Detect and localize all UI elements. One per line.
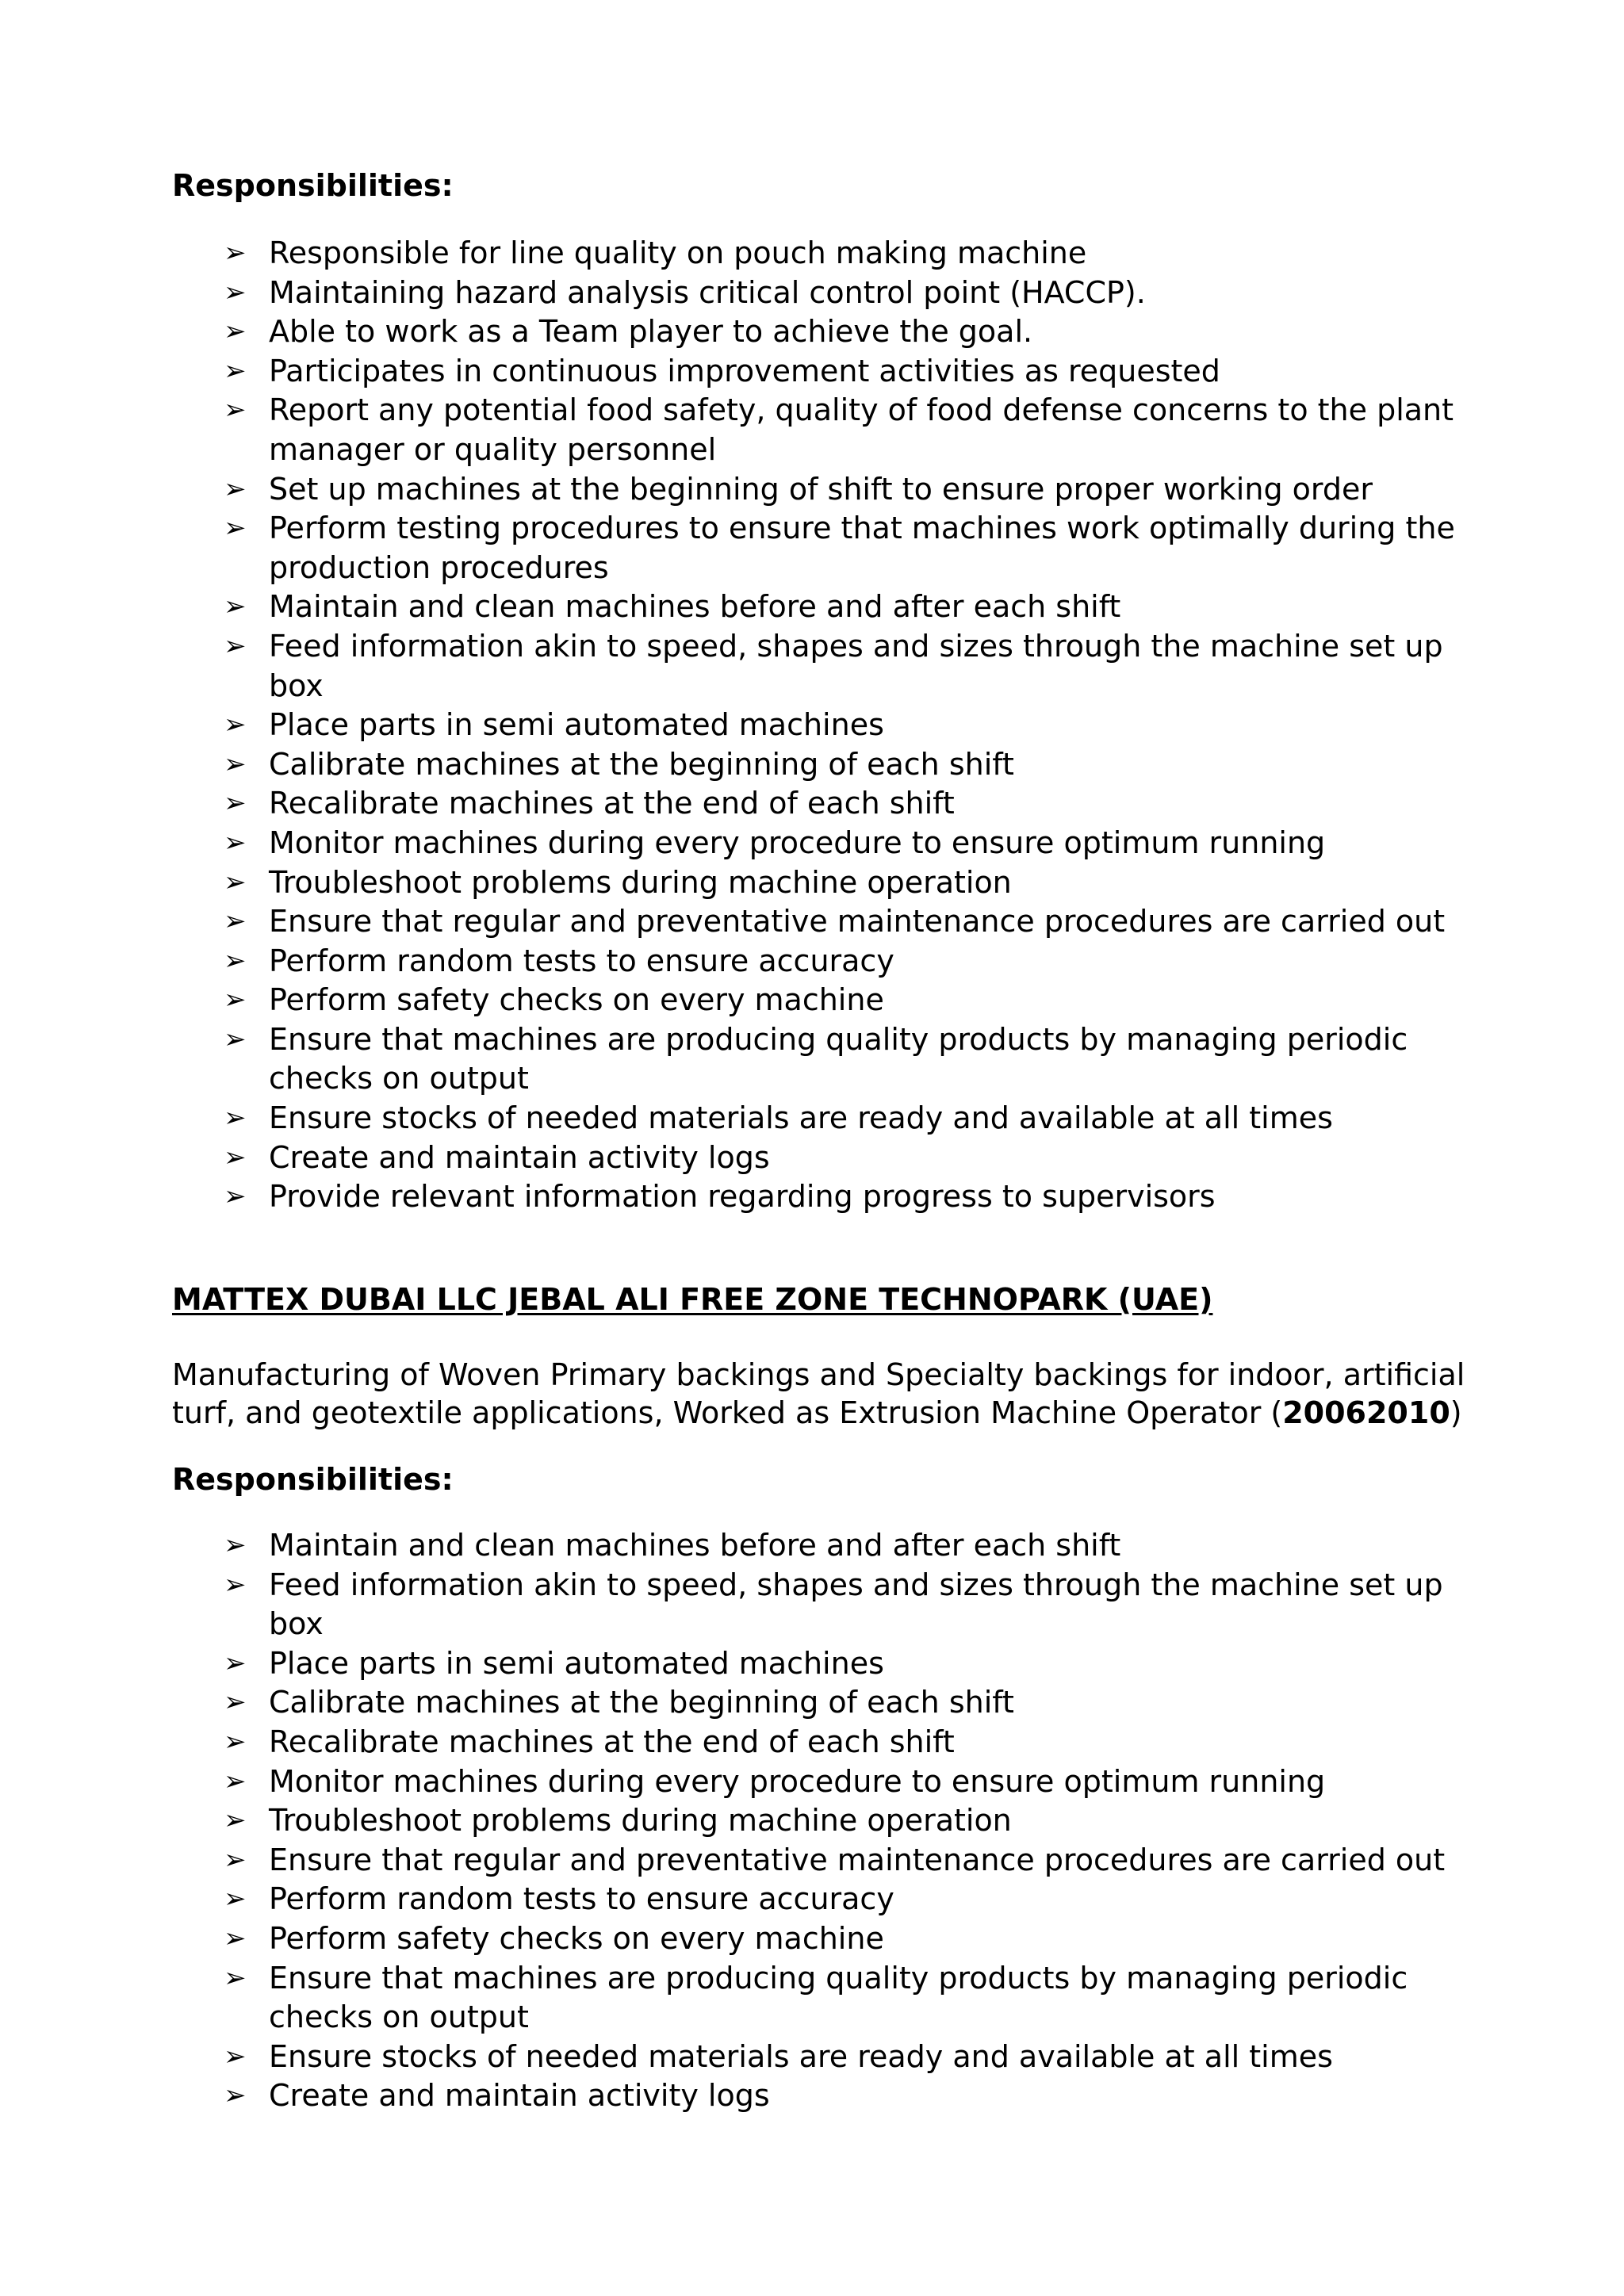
list-item (0, 1177, 1474, 1217)
arrow-bullet-icon: ➢ (224, 709, 247, 741)
list-item (0, 1020, 1474, 1099)
arrow-bullet-icon: ➢ (224, 237, 247, 269)
list-item-text: Perform safety checks on every machine (269, 1920, 884, 1956)
list-item (0, 1841, 1474, 1881)
arrow-bullet-icon: ➢ (224, 1843, 247, 1876)
list-item (0, 824, 1474, 863)
list-item (0, 1099, 1474, 1138)
list-item (0, 2038, 1474, 2077)
arrow-bullet-icon: ➢ (224, 1883, 247, 1915)
list-item (0, 352, 1474, 392)
list-item (0, 470, 1474, 510)
arrow-bullet-icon: ➢ (224, 1102, 247, 1135)
list-item-text: Monitor machines during every procedure to ensure optimum running (269, 1763, 1326, 1799)
list-item (0, 784, 1474, 824)
list-item-text: Feed information akin to speed, shapes and sizes through the machine set up box (269, 628, 1443, 703)
list-item-text: Maintain and clean machines before and after each shift (269, 1528, 1121, 1563)
responsibilities-heading-1: Responsibilities: (172, 168, 454, 203)
arrow-bullet-icon: ➢ (224, 866, 247, 898)
list-item (0, 312, 1474, 352)
list-item-text: Recalibrate machines at the end of each shift (269, 786, 955, 821)
list-item-text: Create and maintain activity logs (269, 2078, 770, 2114)
list-item-text: Report any potential food safety, quality of food defense concerns to the plant manager or quality personnel (269, 392, 1454, 467)
list-item (0, 1138, 1474, 1178)
arrow-bullet-icon: ➢ (224, 1568, 247, 1601)
company-description (172, 1356, 1473, 1432)
list-item-text: Place parts in semi automated machines (269, 1645, 884, 1681)
responsibilities-list-1 (0, 234, 1474, 1217)
arrow-bullet-icon: ➢ (224, 1922, 247, 1954)
list-item (0, 587, 1474, 627)
list-item (0, 509, 1474, 587)
list-item (0, 1880, 1474, 1919)
list-item-text: Calibrate machines at the beginning of each shift (269, 1685, 1014, 1720)
list-item (0, 1566, 1474, 1644)
responsibilities-heading-2: Responsibilities: (172, 1462, 454, 1497)
arrow-bullet-icon: ➢ (224, 512, 247, 545)
list-item-text: Perform testing procedures to ensure that machines work optimally during the production procedures (269, 511, 1455, 585)
company-heading: MATTEX DUBAI LLC JEBAL ALI FREE ZONE TECHNOPARK (UAE) (172, 1282, 1213, 1317)
arrow-bullet-icon: ➢ (224, 984, 247, 1016)
list-item-text: Feed information akin to speed, shapes and sizes through the machine set up box (269, 1567, 1443, 1642)
company-description-line-2 (172, 1394, 1473, 1432)
arrow-bullet-icon: ➢ (224, 905, 247, 938)
list-item-text: Perform random tests to ensure accuracy (269, 1881, 894, 1917)
list-item (0, 1644, 1474, 1684)
arrow-bullet-icon: ➢ (224, 276, 247, 308)
list-item-text: Maintaining hazard analysis critical control point (HACCP). (269, 274, 1146, 310)
list-item (0, 1683, 1474, 1723)
list-item-text: Ensure that machines are producing quality products by managing periodic checks on output (269, 1960, 1408, 2035)
arrow-bullet-icon: ➢ (224, 354, 247, 387)
list-item-text: Recalibrate machines at the end of each shift (269, 1724, 955, 1759)
arrow-bullet-icon: ➢ (224, 1686, 247, 1719)
arrow-bullet-icon: ➢ (224, 1529, 247, 1561)
arrow-bullet-icon: ➢ (224, 1141, 247, 1173)
list-item-text: Place parts in semi automated machines (269, 707, 884, 743)
arrow-bullet-icon: ➢ (224, 1181, 247, 1213)
arrow-bullet-icon: ➢ (224, 1961, 247, 1994)
list-item (0, 942, 1474, 982)
list-item (0, 981, 1474, 1020)
list-item-text: Maintain and clean machines before and after each shift (269, 589, 1121, 625)
list-item (0, 2076, 1474, 2116)
arrow-bullet-icon: ➢ (224, 1765, 247, 1797)
company-description-line-1: Manufacturing of Woven Primary backings and Specialty backings for indoor, artificial (172, 1357, 1465, 1392)
list-item-text: Ensure that machines are producing quality products by managing periodic checks on output (269, 1021, 1408, 1096)
list-item (0, 627, 1474, 706)
list-item (0, 706, 1474, 745)
arrow-bullet-icon: ➢ (224, 394, 247, 427)
arrow-bullet-icon: ➢ (224, 316, 247, 348)
list-item-text: Ensure that regular and preventative maintenance procedures are carried out (269, 1842, 1446, 1877)
arrow-bullet-icon: ➢ (224, 591, 247, 623)
list-item (0, 1762, 1474, 1802)
list-item (0, 1959, 1474, 2038)
list-item (0, 902, 1474, 942)
list-item (0, 745, 1474, 785)
list-item-text: Provide relevant information regarding progress to supervisors (269, 1179, 1216, 1215)
list-item-text: Create and maintain activity logs (269, 1139, 770, 1175)
arrow-bullet-icon: ➢ (224, 1725, 247, 1758)
arrow-bullet-icon: ➢ (224, 748, 247, 780)
responsibilities-list-2 (0, 1526, 1474, 2116)
list-item-text: Ensure stocks of needed materials are ready and available at all times (269, 1100, 1333, 1136)
list-item (0, 1526, 1474, 1566)
list-item-text: Participates in continuous improvement activities as requested (269, 353, 1220, 388)
list-item-text: Responsible for line quality on pouch making machine (269, 235, 1087, 270)
list-item (0, 1919, 1474, 1959)
list-item-text: Set up machines at the beginning of shift to ensure proper working order (269, 471, 1373, 507)
list-item-text: Monitor machines during every procedure to ensure optimum running (269, 825, 1326, 860)
arrow-bullet-icon: ➢ (224, 787, 247, 820)
list-item-text: Ensure stocks of needed materials are ready and available at all times (269, 2038, 1333, 2074)
arrow-bullet-icon: ➢ (224, 2080, 247, 2112)
list-item-text: Ensure that regular and preventative maintenance procedures are carried out (269, 904, 1446, 939)
arrow-bullet-icon: ➢ (224, 1647, 247, 1679)
list-item (0, 863, 1474, 903)
employment-years: 20062010 (1282, 1395, 1450, 1430)
list-item (0, 274, 1474, 313)
list-item-text: Calibrate machines at the beginning of each shift (269, 746, 1014, 782)
list-item-text: Able to work as a Team player to achieve the goal. (269, 314, 1033, 350)
arrow-bullet-icon: ➢ (224, 629, 247, 662)
list-item-text: Troubleshoot problems during machine operation (269, 864, 1012, 900)
list-item (0, 1723, 1474, 1762)
company-description-prefix: turf, and geotextile applications, Worked as Extrusion Machine Operator ( (172, 1395, 1283, 1430)
arrow-bullet-icon: ➢ (224, 826, 247, 859)
arrow-bullet-icon: ➢ (224, 473, 247, 505)
list-item (0, 391, 1474, 469)
arrow-bullet-icon: ➢ (224, 1023, 247, 1055)
list-item-text: Troubleshoot problems during machine operation (269, 1803, 1012, 1839)
company-description-suffix: ) (1450, 1395, 1462, 1430)
arrow-bullet-icon: ➢ (224, 2040, 247, 2072)
arrow-bullet-icon: ➢ (224, 944, 247, 977)
list-item (0, 1801, 1474, 1841)
list-item (0, 234, 1474, 274)
arrow-bullet-icon: ➢ (224, 1804, 247, 1837)
list-item-text: Perform random tests to ensure accuracy (269, 943, 894, 978)
list-item-text: Perform safety checks on every machine (269, 982, 884, 1018)
